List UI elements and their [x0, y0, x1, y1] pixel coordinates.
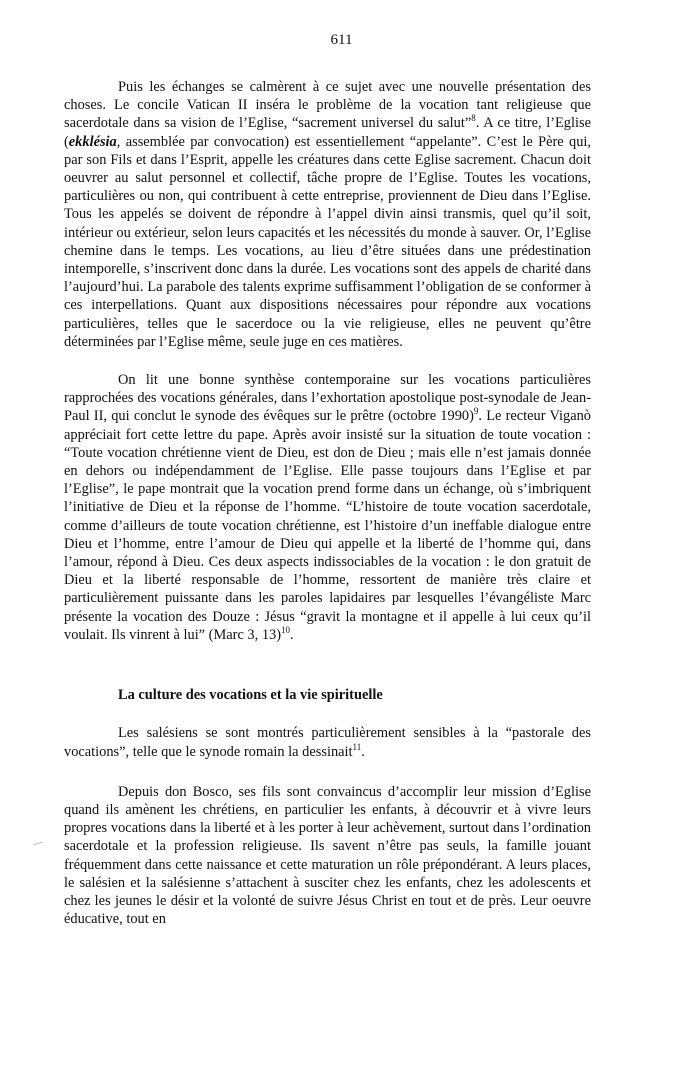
paragraph-2-text-a: On lit une bonne synthèse contemporaine sur les vocations particulières rapprochées des vocations générales, dans l’exhortation apostolique post-synodale de Jean-Paul II, qui conclut le synode des évêques sur le prêtre (octobre 1990): [64, 372, 591, 425]
section-heading: La culture des vocations et la vie spirituelle: [118, 687, 383, 704]
paragraph-3: Depuis don Bosco, ses fils sont convaincus d’accomplir leur mission d’Eglise quand ils amènent les chrétiens, en particulier les enfants, à découvrir et à vivre leurs propres vocations dans la liberté et à les porter à leur achèvement, surtout dans l’ordination sacerdotale et la profession religieuse. Ils savent n’être pas seuls, la famille jouant fréquemment dans cette naissance et cette maturation un rôle prépondérant. A leurs places, le salésien et la salésienne s’attachent à susciter chez les enfants, chez les adolescents et chez les jeunes le désir et la volonté de suivre Jésus Christ en tout et de près. Leur oeuvre éducative, tout en: [64, 783, 591, 928]
term-ekklesia: ekklésia: [68, 133, 117, 150]
section-intro: [64, 724, 591, 760]
footnote-ref-8[interactable]: 8: [471, 113, 476, 124]
page-number: 611: [330, 32, 353, 48]
paragraph-1-text-b: . A ce titre, l’Eglise (: [64, 115, 591, 150]
scan-mark: [33, 841, 43, 845]
paragraph-1-text-a: Puis les échanges se calmèrent à ce sujet avec une nouvelle présentation des choses. Le concile Vatican II inséra le problème de la vocation tant religieuse que sacerdotale dans sa vision de l’Eglise, “sacrement universel du salut”: [64, 79, 591, 132]
paragraph-2-text-c: .: [290, 626, 294, 643]
body-text: [64, 78, 591, 948]
paragraph-2: [64, 371, 591, 644]
paragraph-1-text-c: , assemblée par convocation) est essentiellement “appelante”. C’est le Père qui, par son Fils et dans l’Esprit, appelle les créatures dans cette Eglise sacrement. Chacun doit oeuvrer au salut personnel et collectif, tâche propre de l’Eglise. Toutes les vocations, particulières ou non, qui contribuent à cette entreprise, proviennent de Dieu dans l’Eglise. Tous les appelés se doivent de répondre à l’appel divin ainsi transmis, quel qu’il soit, intérieur ou extérieur, selon leurs capacités et les nécessités du monde à sauver. Or, l’Eglise chemine dans le temps. Les vocations, au lieu d’être situées dans une prédestination intemporelle, s’inscrivent donc dans la durée. Les vocations sont des appels de charité dans l’aujourd’hui. La parabole des talents exprime suffisamment l’obligation de se conformer à ces interpellations. Quant aux dispositions nécessaires pour répondre aux vocations particulières, telles que le sacerdoce ou la vie religieuse, elles ne peuvent qu’être déterminées par l’Eglise même, seule juge en ces matières.: [64, 133, 591, 350]
section-intro-end: .: [361, 743, 365, 760]
footnote-ref-11[interactable]: 11: [352, 741, 362, 752]
footnote-ref-10[interactable]: 10: [281, 625, 290, 636]
paragraph-2-text-b: . Le recteur Viganò appréciait fort cette lettre du pape. Après avoir insisté sur la situation de toute vocation : “Toute vocation chrétienne vient de Dieu, est don de Dieu ; mais elle n’est jamais donnée en dehors ou indépendamment de l’Eglise. Elle passe toujours dans l’Eglise et par l’Eglise”, le pape montrait que la vocation prend forme dans un échange, où s’imbriquent l’initiative de Dieu et la réponse de l’homme. “L’histoire de toute vocation sacerdotale, comme d’ailleurs de toute vocation chrétienne, est l’histoire d’un ineffable dialogue entre Dieu et l’homme, entre l’amour de Dieu qui appelle et la liberté de l’homme qui, dans l’amour, répond à Dieu. Ces deux aspects indissociables de la vocation : le don gratuit de Dieu et la liberté responsable de l’homme, ressortent de manière très claire et particulièrement puissante dans les paroles lapidaires par lesquelles l’évangéliste Marc présente la vocation des Douze : Jésus “gravit la montagne et il appelle à lui ceux qu’il voulait. Ils vinrent à lui” (Marc 3, 13): [64, 408, 591, 643]
paragraph-1: [64, 78, 591, 351]
section-vocations: [64, 686, 591, 928]
section-intro-text: Les salésiens se sont montrés particulièrement sensibles à la “pastorale des vocations”, telle que le synode romain la dessinait: [64, 725, 591, 760]
footnote-ref-9[interactable]: 9: [473, 406, 479, 417]
